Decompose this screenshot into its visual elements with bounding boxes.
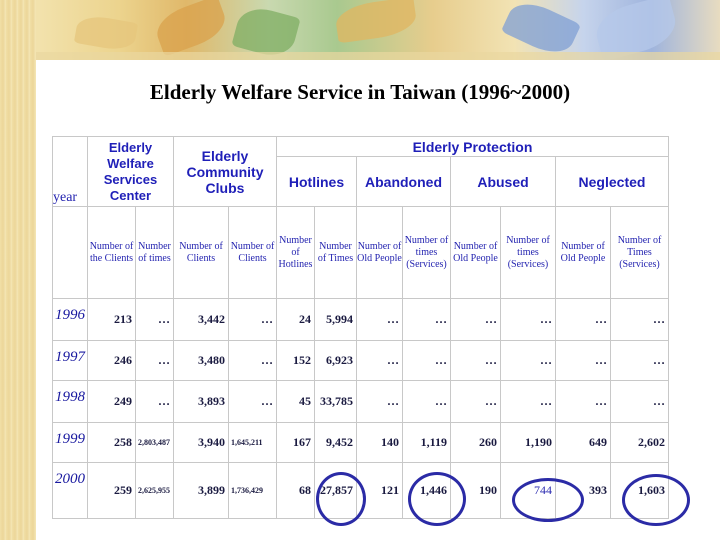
table-cell: … [136, 341, 174, 381]
abandoned-header: Abandoned [357, 157, 451, 207]
table-cell: 649 [556, 423, 611, 463]
table-cell: 2,602 [611, 423, 669, 463]
table-cell: 3,899 [174, 463, 229, 519]
table-cell: … [556, 341, 611, 381]
subheader: Number of Times [315, 207, 357, 299]
table-cell: … [501, 299, 556, 341]
subheader: Number of the Clients [88, 207, 136, 299]
welfare-table [52, 136, 669, 519]
table-row [53, 341, 669, 381]
year-cell: 1997 [53, 341, 88, 381]
table-cell: 249 [88, 381, 136, 423]
neglected-header: Neglected [556, 157, 669, 207]
table-cell: 140 [357, 423, 403, 463]
table-cell: 1,190 [501, 423, 556, 463]
background-top-banner [36, 0, 720, 60]
table-cell: … [501, 341, 556, 381]
table-cell: … [451, 341, 501, 381]
table-cell: … [357, 381, 403, 423]
table-cell: 68 [277, 463, 315, 519]
table-cell: 33,785 [315, 381, 357, 423]
year-cell: 2000 [53, 463, 88, 519]
table-cell: … [403, 341, 451, 381]
table-cell: 259 [88, 463, 136, 519]
table-cell: … [229, 299, 277, 341]
table-cell: 9,452 [315, 423, 357, 463]
table-cell: 121 [357, 463, 403, 519]
table-cell: … [451, 381, 501, 423]
year-cell: 1996 [53, 299, 88, 341]
subheader: Number of Old People [556, 207, 611, 299]
subheader: Number of Times (Services) [611, 207, 669, 299]
leaf-decoration [231, 3, 300, 61]
table-cell: 260 [451, 423, 501, 463]
table-cell: … [556, 299, 611, 341]
table-cell: … [611, 341, 669, 381]
hotlines-header: Hotlines [277, 157, 357, 207]
subheader: Number of Clients [174, 207, 229, 299]
table-cell: 213 [88, 299, 136, 341]
abused-header: Abused [451, 157, 556, 207]
table-cell: 1,645,211 [229, 423, 277, 463]
table-cell: … [611, 299, 669, 341]
table-cell: … [357, 299, 403, 341]
subheader: Number of Old People [451, 207, 501, 299]
table-cell: 5,994 [315, 299, 357, 341]
subheader: Number of Clients [229, 207, 277, 299]
table-cell: 744 [501, 463, 556, 519]
table-row [53, 381, 669, 423]
table-cell: … [357, 341, 403, 381]
leaf-decoration [151, 0, 230, 57]
welfare-center-header: Elderly Welfare Services Center [88, 137, 174, 207]
table-cell: 1,603 [611, 463, 669, 519]
table-cell: 246 [88, 341, 136, 381]
community-clubs-header: Elderly Community Clubs [174, 137, 277, 207]
year-header: year [53, 137, 88, 207]
slide-title: Elderly Welfare Service in Taiwan (1996~2000) [149, 80, 571, 104]
table-cell: … [556, 381, 611, 423]
highlight-circle [408, 472, 466, 526]
leaf-decoration [591, 0, 681, 62]
table-row [53, 423, 669, 463]
table-cell: 27,857 [315, 463, 357, 519]
table-cell: … [403, 299, 451, 341]
table-row [53, 299, 669, 341]
subheader: Number of Old People [357, 207, 403, 299]
table-cell: 24 [277, 299, 315, 341]
elderly-protection-header: Elderly Protection [277, 137, 669, 157]
leaf-decoration [74, 13, 138, 53]
table-cell: 393 [556, 463, 611, 519]
table-cell: 3,893 [174, 381, 229, 423]
table-cell: 1,736,429 [229, 463, 277, 519]
table-cell: 2,803,487 [136, 423, 174, 463]
table-cell: … [451, 299, 501, 341]
subheader: Number of times [136, 207, 174, 299]
year-label-cell [53, 207, 88, 299]
table-cell: 45 [277, 381, 315, 423]
table-cell: 152 [277, 341, 315, 381]
table-cell: 3,480 [174, 341, 229, 381]
table-cell: 1,446 [403, 463, 451, 519]
highlight-circle [316, 472, 366, 526]
highlight-circle [512, 478, 584, 522]
year-cell: 1999 [53, 423, 88, 463]
table-cell: 3,442 [174, 299, 229, 341]
table-cell: … [229, 381, 277, 423]
table-cell: 167 [277, 423, 315, 463]
table-cell: 6,923 [315, 341, 357, 381]
subheader: Number of times (Services) [403, 207, 451, 299]
table-cell: … [136, 381, 174, 423]
table-cell: 3,940 [174, 423, 229, 463]
table-cell: 1,119 [403, 423, 451, 463]
table-cell: 2,625,955 [136, 463, 174, 519]
table-cell: … [611, 381, 669, 423]
year-cell: 1998 [53, 381, 88, 423]
table-cell: … [229, 341, 277, 381]
table-cell: 190 [451, 463, 501, 519]
highlight-circle [622, 474, 690, 526]
leaf-decoration [501, 0, 581, 61]
table-cell: … [136, 299, 174, 341]
table-cell: 258 [88, 423, 136, 463]
subheader: Number of Hotlines [277, 207, 315, 299]
table-cell: … [501, 381, 556, 423]
subheader: Number of times (Services) [501, 207, 556, 299]
leaf-decoration [334, 0, 418, 43]
table-cell: … [403, 381, 451, 423]
